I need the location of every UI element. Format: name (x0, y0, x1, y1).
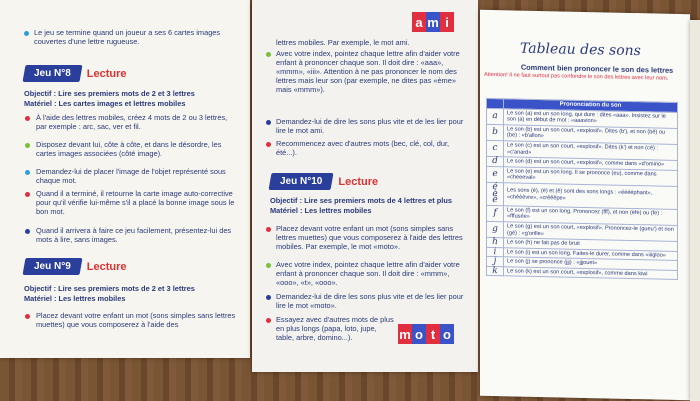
game8-materiel: Matériel : Les cartes images et lettres mobiles (24, 99, 186, 108)
bullet-icon (266, 263, 271, 268)
ami-step-1: Avec votre index, pointez chaque lettre afin d'aider votre enfant à prononcer chaque son. Il doit dire : «aaa», «mmm», «iii». Attention à ne pas prononcer le nom des lettres mais leur son (par exemple, ne dites pas «ème» mais «mmm»). (276, 49, 460, 94)
letter-tile: o (412, 324, 426, 344)
game9-step-1: Placez devant votre enfant un mot (sons simples sans lettres muettes) que vous composerez à l'aide des (36, 311, 236, 329)
game10-header (270, 173, 378, 190)
bullet-icon (266, 120, 271, 125)
table-row: e Le son (e) est un son long. Il se prononce (eu), comme dans «cheeeval» (487, 166, 678, 186)
intro-text: Le jeu se termine quand un joueur a ses 6 cartes images couvertes d'une lettre rugueuse. (34, 28, 221, 46)
sound-table-warning: Attention! Il ne faut surtout pas confondre le son des lettres avec leur nom. (484, 71, 669, 82)
table-header: Prononciation du son (504, 99, 678, 112)
game9-header (24, 258, 127, 275)
table-row: f Le son (f) est un son long. Prononcez (fff), et non (èfe) ou (fe) : «fffusée» (487, 205, 678, 225)
letter-tile: a (412, 12, 426, 32)
letter-tile: t (426, 324, 440, 344)
game10-materiel: Matériel : Les lettres mobiles (270, 206, 372, 215)
table-row: é è ê Les sons (é), (è) et (ê) sont des sons longs : «ééééphant», «chèèèvre», «crêêêpe» (487, 182, 678, 209)
game9-objectif: Objectif : Lire ses premiers mots de 2 et 3 lettres (24, 284, 195, 293)
moto-step-2: Avec votre index, pointez chaque lettre afin d'aider votre enfant à prononcer chaque son. Il doit dire : «mmm», «ooo», «t», «ooo». (276, 260, 460, 287)
sound-table-subtitle: Comment bien prononcer le son des lettres (520, 62, 674, 75)
table-row: c Le son (c) est un son court, «explosif». Dites (k') et non (cé) : «c'anard» (487, 140, 678, 160)
bullet-icon (25, 116, 30, 121)
bullet-icon (24, 31, 29, 36)
game8-step-1: À l'aide des lettres mobiles, créez 4 mots de 2 ou 3 lettres, par exemple : arc, sac, ver et fil. (36, 113, 228, 131)
booklet-page-edge (690, 20, 700, 401)
bullet-icon (25, 143, 30, 148)
table-row: a Le son (a) est un son long, qui dure : dites «aaa». Insistez sur le son (a) en début de mot : «aaavion» (487, 108, 678, 128)
bullet-icon (25, 314, 30, 319)
game9-badge: Jeu N°9 (23, 258, 83, 275)
letter-tile: m (426, 12, 440, 32)
table-row: b Le son (b) est un son court, «explosif». Dites (b'), et non (bé) ou (be) : «b'allon» (487, 124, 678, 144)
game8-badge: Jeu N°8 (23, 65, 83, 82)
letter-tile: o (440, 324, 454, 344)
moto-step-1: Placez devant votre enfant un mot (sons simples sans lettres muettes) que vous composerez à l'aide des lettres mobiles. Par exemple, le mot «moto». (276, 224, 463, 251)
game8-step-4: Quand il a terminé, il retourne la carte image auto-corrective pour qu'il vérifie lui-même s'il a placé la bonne image sous le bon mot. (36, 189, 235, 216)
bullet-icon (266, 295, 271, 300)
game8-title: Lecture (86, 67, 127, 80)
booklet-page-middle (252, 0, 478, 372)
bullet-icon (25, 192, 30, 197)
table-row: i Le son (i) est un son long. Faites-le durer, comme dans «iiigloo» (487, 247, 678, 261)
sound-table (486, 98, 678, 280)
game9-title: Lecture (86, 260, 127, 273)
letter-tile: m (398, 324, 412, 344)
letter-tiles-ami (412, 12, 454, 32)
table-row: k Le son (k) est un son court, «explosif», comme dans kiwi (487, 266, 678, 280)
game10-title: Lecture (338, 175, 379, 188)
game8-step-3: Demandez-lui de placer l'image de l'objet représenté sous chaque mot. (36, 167, 226, 185)
bullet-icon (266, 227, 271, 232)
bullet-icon (25, 229, 30, 234)
game8-objectif: Objectif : Lire ses premiers mots de 2 et 3 lettres (24, 89, 195, 98)
booklet-page-left (0, 0, 250, 358)
bullet-icon (266, 52, 271, 57)
bullet-icon (266, 142, 271, 147)
ami-step-3: Recommencez avec d'autres mots (bec, clé, col, dur, été...). (276, 139, 450, 157)
table-row: h Le son (h) ne fait pas de bruit (487, 238, 678, 252)
table-row: d Le son (d) est un son court, «explosif», comme dans «d'omino» (487, 157, 678, 171)
game9-materiel: Matériel : Les lettres mobiles (24, 294, 126, 303)
sound-table-title: Tableau des sons (520, 40, 641, 60)
letter-tile: i (440, 12, 454, 32)
moto-step-4: Essayez avec d'autres mots de plus en plus longs (papa, loto, jupe, table, arbre, domino...). (276, 315, 394, 342)
moto-step-3: Demandez-lui de dire les sons plus vite et de les lier pour lire le mot «moto». (276, 292, 464, 310)
game8-step-5: Quand il arrivera à faire ce jeu facilement, présentez-lui des mots à lire, sans images. (36, 226, 232, 244)
game10-badge: Jeu N°10 (269, 173, 334, 190)
booklet-page-right (480, 10, 690, 400)
ami-text: lettres mobiles. Par exemple, le mot ami. (276, 38, 410, 47)
table-row: j Le son (j) se prononce (jjj) : «jjjouet» (487, 257, 678, 271)
ami-step-2: Demandez-lui de dire les sons plus vite et de les lier pour lire le mot ami. (276, 117, 464, 135)
letter-tiles-moto (398, 324, 454, 344)
game8-header (24, 65, 127, 82)
game10-objectif: Objectif : Lire ses premiers mots de 4 lettres et plus (270, 196, 452, 205)
game8-step-2: Disposez devant lui, côte à côte, et dans le désordre, les cartes images associées (côté image). (36, 140, 222, 158)
table-row: g Le son (g) est un son court, «explosif». Prononcez-le (gueu') et non (gé) : «g'orille» (487, 221, 678, 241)
bullet-icon (266, 318, 271, 323)
bullet-icon (25, 170, 30, 175)
